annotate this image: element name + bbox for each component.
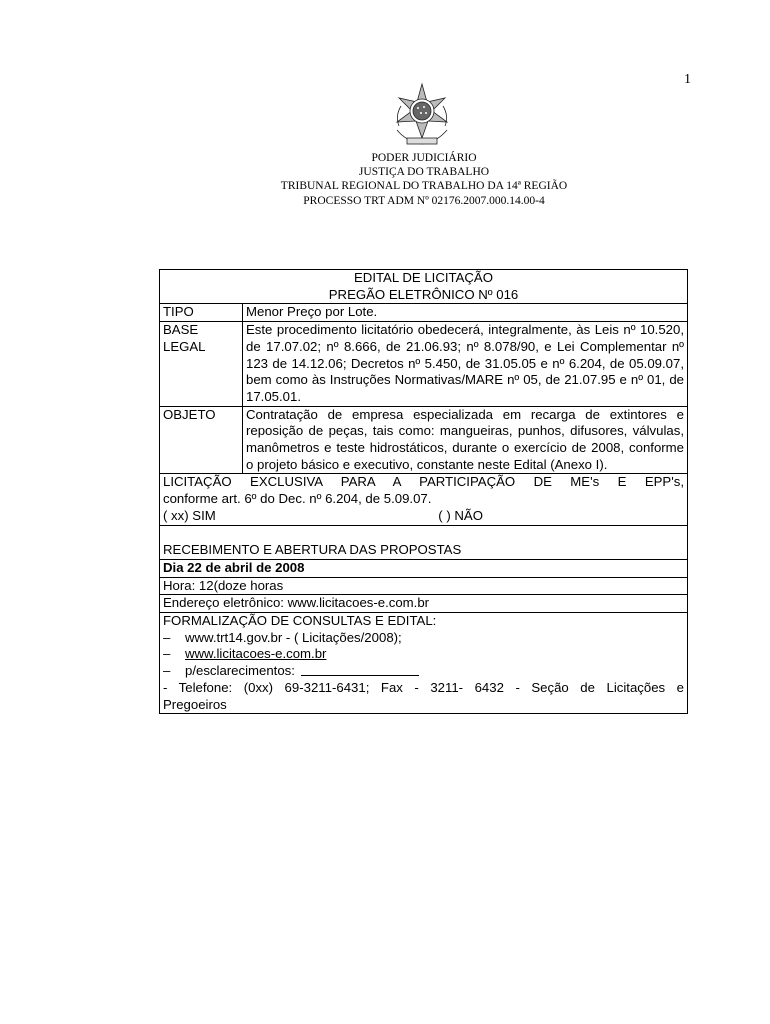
base-legal-row [160, 322, 688, 407]
edital-title: EDITAL DE LICITAÇÃO [354, 270, 493, 285]
participation-options [163, 508, 483, 525]
list-item [163, 630, 684, 647]
recebimento-cell [160, 525, 688, 559]
recebimento-heading: RECEBIMENTO E ABERTURA DAS PROPOSTAS [163, 542, 462, 558]
bullet-mark: – [163, 629, 171, 645]
endereco-row [160, 595, 688, 613]
tipo-row [160, 304, 688, 322]
formalizacao-heading: FORMALIZAÇÃO DE CONSULTAS E EDITAL: [163, 613, 437, 629]
endereco-value: Endereço eletrônico: www.licitacoes-e.com.br [160, 595, 688, 613]
header-line-judiciary: PODER JUDICIÁRIO [371, 152, 477, 164]
edital-table [159, 269, 688, 714]
tipo-label: TIPO [160, 304, 243, 322]
objeto-label: OBJETO [160, 406, 243, 474]
telefone-line1: - Telefone: (0xx) 69-3211-6431; Fax - 3211- 6432 - Seção de Licitações e [163, 679, 684, 695]
formalizacao-cell [160, 613, 688, 714]
bullet-mark: – [163, 646, 171, 662]
exclusiva-cell [160, 474, 688, 525]
objeto-row [160, 406, 688, 474]
page-number: 1 [684, 72, 691, 87]
list-item [163, 663, 684, 680]
exclusiva-line2: conforme art. 6º do Dec. nº 6.204, de 5.09.07. [163, 491, 432, 507]
trt14-link-text: www.trt14.gov.br - ( Licitações/2008); [185, 629, 402, 645]
header-line-process: PROCESSO TRT ADM Nº 02176.2007.000.14.00-4 [303, 194, 545, 207]
spacer [163, 526, 684, 543]
dia-value: Dia 22 de abril de 2008 [160, 559, 688, 577]
telefone-line2: Pregoeiros [163, 696, 227, 712]
edital-title-cell [160, 270, 688, 304]
hora-value: Hora: 12(doze horas [160, 577, 688, 595]
pregao-title: PREGÃO ELETRÔNICO Nº 016 [328, 286, 519, 302]
header-line-justice: JUSTIÇA DO TRABALHO [358, 166, 490, 179]
exclusiva-line1: LICITAÇÃO EXCLUSIVA PARA A PARTICIPAÇÃO DE ME's E EPP's, [163, 474, 684, 490]
base-legal-label [160, 322, 243, 407]
esclarecimentos-blank-line [301, 663, 419, 676]
option-nao: ( ) NÃO [438, 507, 483, 523]
option-sim: ( xx) SIM [163, 507, 216, 523]
list-item [163, 646, 684, 663]
title-row [160, 270, 688, 304]
recebimento-row [160, 525, 688, 559]
dia-row [160, 559, 688, 577]
hora-row [160, 577, 688, 595]
objeto-value: Contratação de empresa especializada em recarga de extintores e reposição de peças, tais como: mangueiras, punhos, difusores, válvulas, manômetros e teste hidrostáticos, durante o exercício de 2008, conforme o projeto básico e executivo, constante neste Edital (Anexo I). [243, 406, 688, 474]
base-label-line1: BASE [163, 322, 199, 338]
base-label-line2: LEGAL [163, 338, 206, 354]
coat-of-arms-seal [387, 80, 457, 150]
esclarecimentos-label: p/esclarecimentos: [185, 663, 295, 679]
document-header [0, 151, 770, 208]
header-line-tribunal: TRIBUNAL REGIONAL DO TRABALHO DA 14ª REGIÃO [280, 180, 568, 193]
exclusiva-row [160, 474, 688, 525]
licitacoes-link[interactable]: www.licitacoes-e.com.br [185, 646, 327, 662]
formalizacao-row [160, 613, 688, 714]
bullet-mark: – [163, 663, 171, 679]
base-legal-value: Este procedimento licitatório obedecerá, integralmente, às Leis nº 10.520, de 17.07.02; nº 8.666, de 21.06.93; nº 8.078/90, e Lei Complementar nº 123 de 14.12.06; Decretos nº 5.450, de 31.05.05 e nº 6.204, de 05.09.07, bem como às Instruções Normativas/MARE nº 05, de 21.07.95 e nº 01, de 17.05.01. [243, 322, 688, 407]
tipo-value: Menor Preço por Lote. [243, 304, 688, 322]
